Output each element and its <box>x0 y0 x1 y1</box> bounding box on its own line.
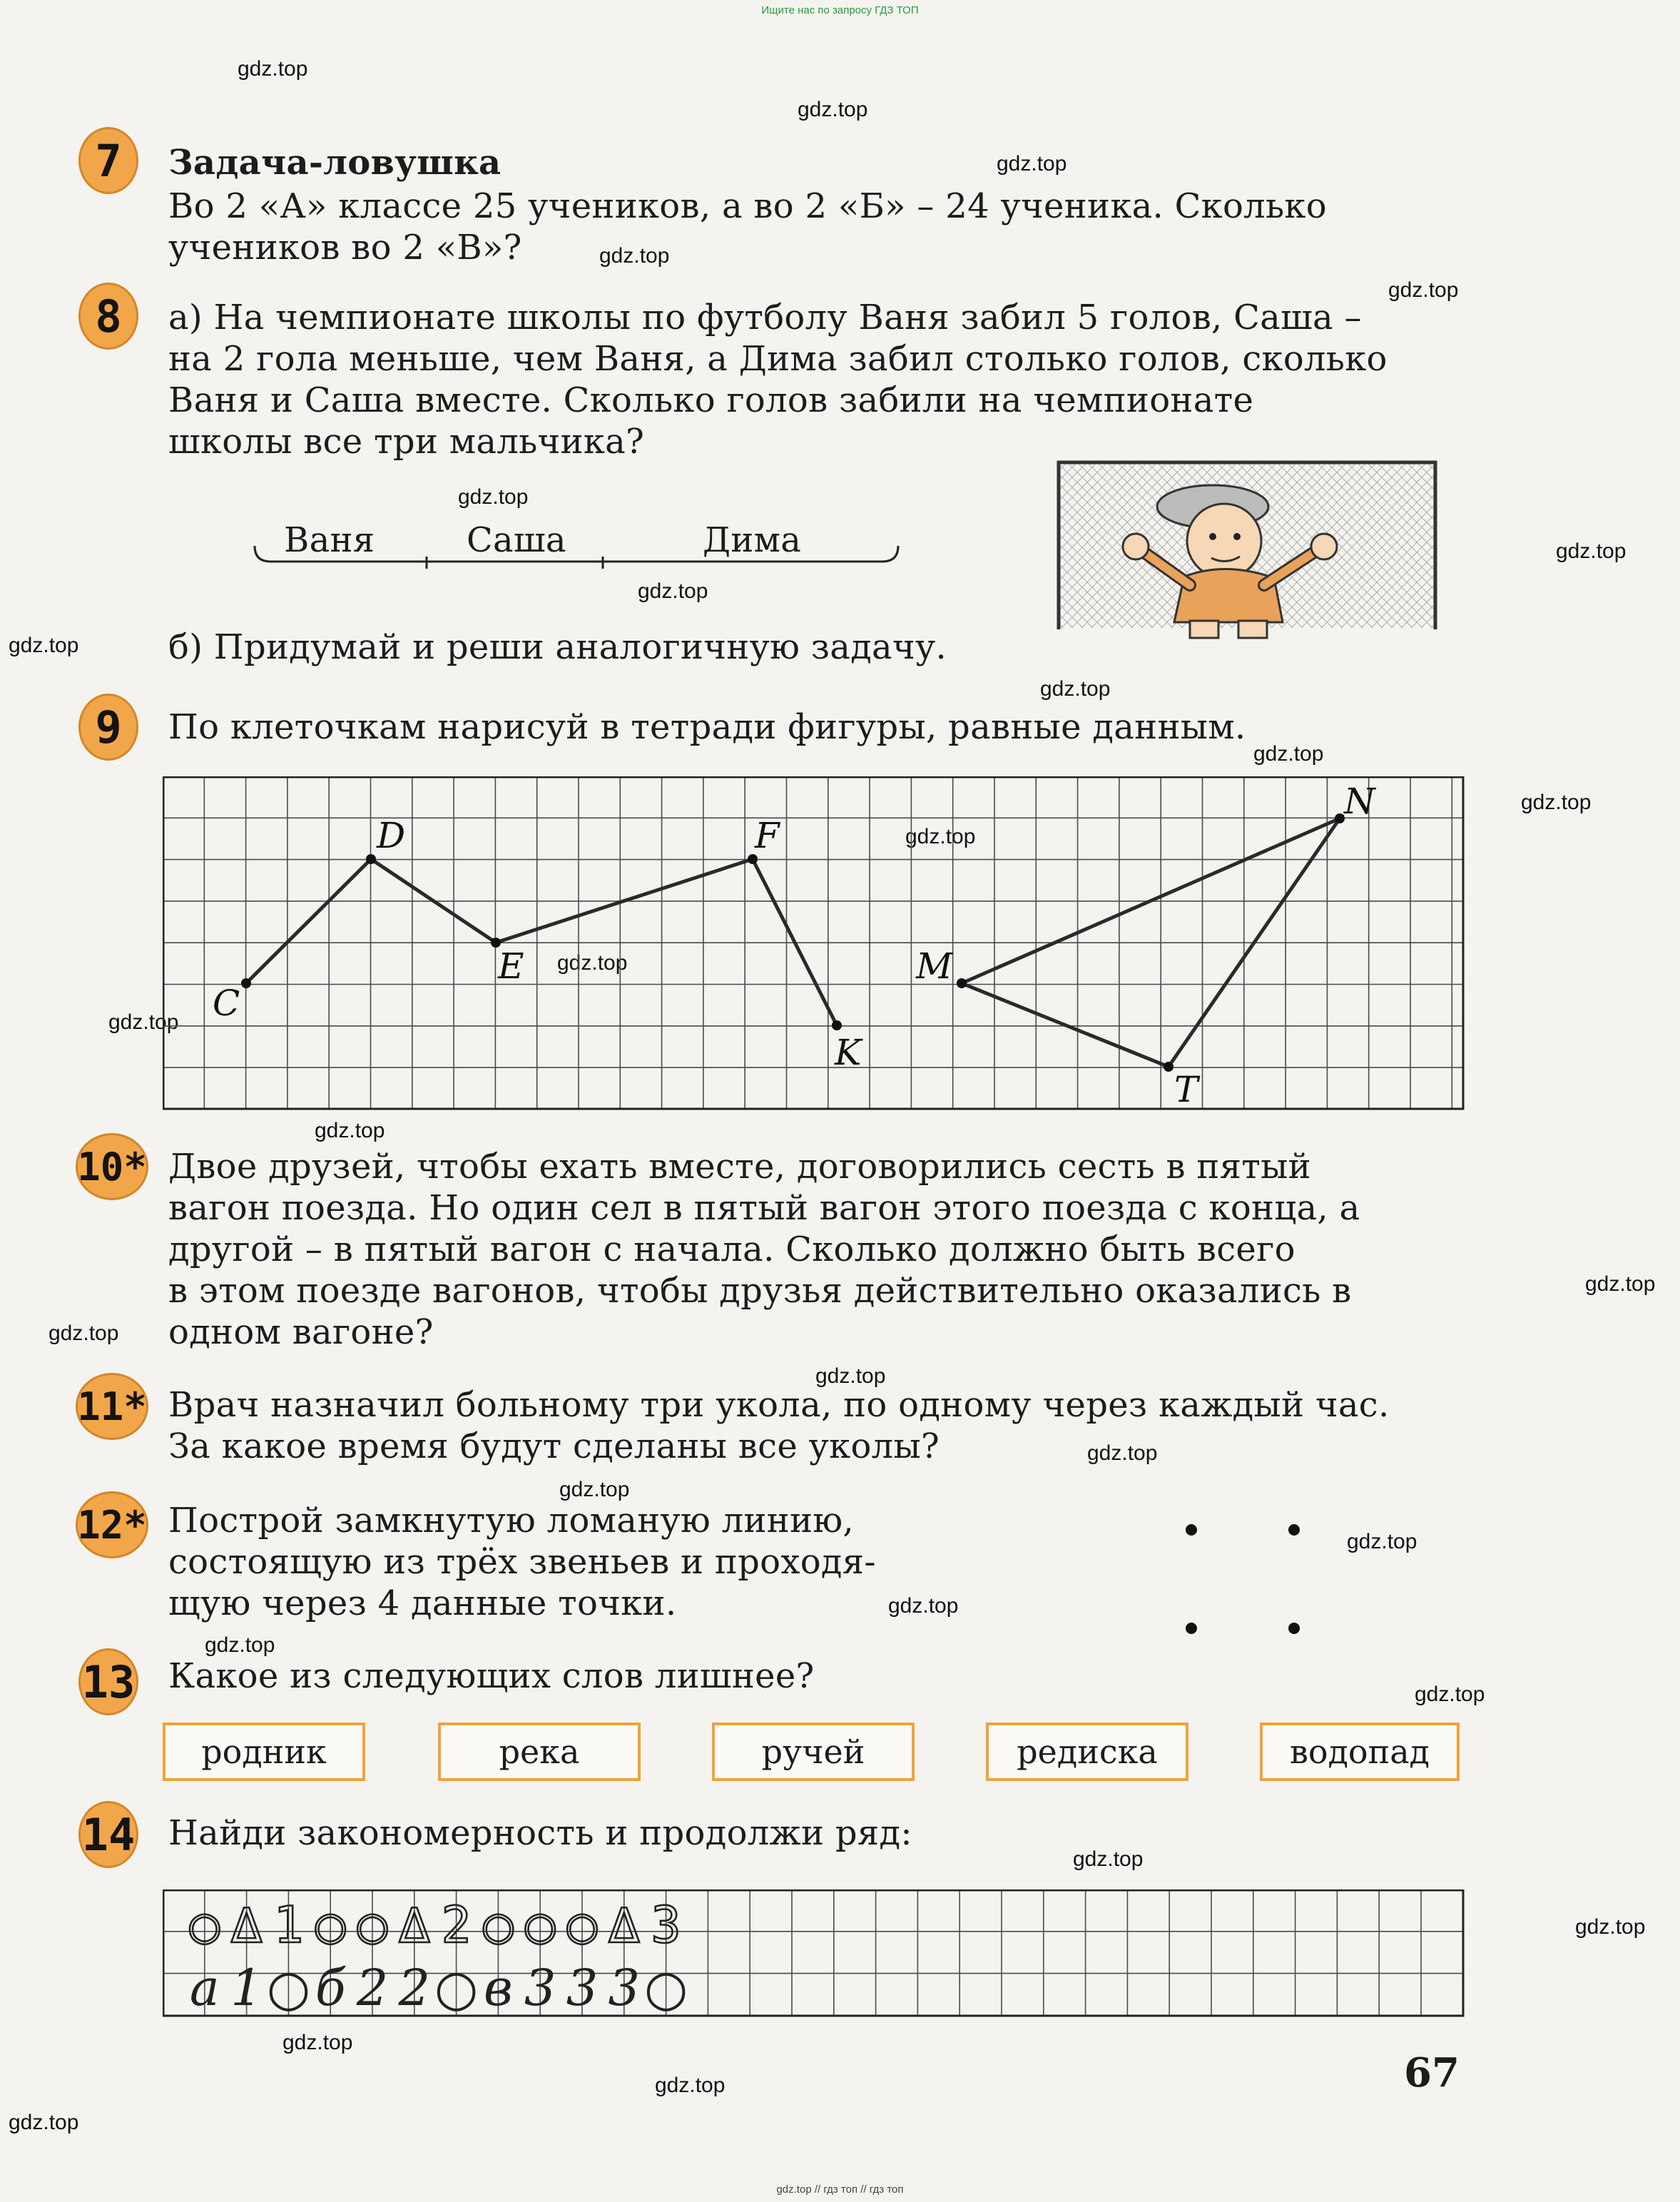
seq1-symbol: ○ <box>189 1896 220 1954</box>
label-f: F <box>755 815 780 856</box>
task-8-line-4: школы все три мальчика? <box>168 422 645 462</box>
pattern-grid <box>163 1889 1465 2018</box>
label-m: M <box>916 945 953 987</box>
watermark: gdz.top <box>638 579 708 603</box>
watermark: gdz.top <box>888 1594 959 1618</box>
watermark: gdz.top <box>238 57 308 81</box>
task-8-line-2: на 2 гола меньше, чем Ваня, а Дима забил столько голов, сколько <box>168 339 1388 379</box>
page-number: 67 <box>1404 2049 1460 2096</box>
task-9-text: По клеточкам нарисуй в тетради фигуры, равные данным. <box>168 707 1246 747</box>
watermark: gdz.top <box>798 98 868 121</box>
seq2-symbol: 3 <box>566 1959 599 2017</box>
footer-note: gdz.top // гдз топ // гдз топ <box>776 2183 904 2196</box>
seq1-symbol: 3 <box>651 1896 681 1954</box>
watermark: gdz.top <box>282 2031 353 2054</box>
task-10-line-1: Двое друзей, чтобы ехать вместе, договорились сесть в пятый <box>168 1147 1311 1187</box>
watermark: gdz.top <box>1388 278 1459 302</box>
label-c: C <box>213 983 240 1024</box>
seq1-symbol: ○ <box>566 1896 598 1954</box>
label-t: T <box>1174 1069 1198 1110</box>
header-note: Ищите нас по запросу ГДЗ ТОП <box>761 4 919 16</box>
label-k: K <box>835 1032 862 1073</box>
seq2-symbol: 3 <box>608 1959 641 2017</box>
task-11-line-1: Врач назначил больному три укола, по одному через каждый час. <box>168 1385 1390 1425</box>
watermark: gdz.top <box>49 1321 119 1345</box>
watermark: gdz.top <box>108 1010 179 1034</box>
watermark: gdz.top <box>599 244 670 268</box>
seq1-symbol: ○ <box>357 1896 388 1954</box>
seq2-symbol: в <box>484 1959 513 2017</box>
word-box-reka[interactable]: река <box>438 1722 641 1781</box>
watermark: gdz.top <box>9 634 79 657</box>
watermark: gdz.top <box>1040 677 1111 701</box>
watermark: gdz.top <box>1253 742 1324 766</box>
task-12-line-3: щую через 4 данные точки. <box>168 1583 677 1623</box>
point-m <box>957 978 967 988</box>
seq2-symbol: б <box>315 1959 346 2017</box>
goalkeeper-illustration <box>1047 442 1447 642</box>
seq2-symbol: 3 <box>524 1959 556 2017</box>
seq1-symbol: 1 <box>273 1896 304 1954</box>
watermark: gdz.top <box>1347 1530 1417 1553</box>
seq2-symbol: 2 <box>398 1959 431 2017</box>
seq1-symbol: 2 <box>441 1896 472 1954</box>
task-14-number: 14 <box>78 1801 138 1868</box>
watermark: gdz.top <box>1585 1272 1656 1296</box>
seq2-symbol: ○ <box>644 1959 688 2017</box>
point-d <box>366 854 376 864</box>
watermark: gdz.top <box>557 951 628 975</box>
task-8-number: 8 <box>78 283 138 350</box>
task-10-number: 10* <box>76 1133 148 1200</box>
point-n <box>1335 813 1345 823</box>
four-points <box>1170 1513 1313 1641</box>
task-8-line-3: Ваня и Саша вместе. Сколько голов забили на чемпионате <box>168 380 1254 420</box>
label-n: N <box>1344 781 1375 822</box>
task-11-line-2: За какое время будут сделаны все уколы? <box>168 1426 940 1466</box>
seq1-symbol: ○ <box>525 1896 556 1954</box>
diagram-label-sasha: Саша <box>467 520 566 560</box>
task-11-number: 11* <box>76 1373 148 1440</box>
word-box-rediska[interactable]: редиска <box>986 1722 1188 1781</box>
task-10-line-3: другой – в пятый вагон с начала. Сколько должно быть всего <box>168 1229 1295 1269</box>
figure-grid <box>163 776 1465 1112</box>
seq1-symbol: ∆ <box>231 1896 262 1954</box>
task-13-text: Какое из следующих слов лишнее? <box>168 1656 815 1696</box>
task-14-text: Найди закономерность и продолжи ряд: <box>168 1813 912 1853</box>
task-7-line-2: учеников во 2 «В»? <box>168 228 522 268</box>
seq1-symbol: ○ <box>315 1896 346 1954</box>
watermark: gdz.top <box>997 152 1067 176</box>
watermark: gdz.top <box>1521 791 1592 814</box>
word-box-vodopad[interactable]: водопад <box>1260 1722 1460 1781</box>
point-t <box>1164 1062 1174 1072</box>
watermark: gdz.top <box>559 1478 630 1501</box>
watermark: gdz.top <box>1073 1847 1144 1871</box>
watermark: gdz.top <box>815 1364 886 1388</box>
watermark: gdz.top <box>458 485 529 509</box>
watermark: gdz.top <box>1575 1915 1646 1939</box>
point-k <box>832 1020 842 1030</box>
task-12-line-2: состоящую из трёх звеньев и проходя- <box>168 1542 876 1582</box>
seq2-symbol: 2 <box>356 1959 389 2017</box>
label-e: E <box>498 945 524 987</box>
task-12-number: 12* <box>76 1491 148 1558</box>
point-c <box>241 978 251 988</box>
seq2-symbol: ○ <box>434 1959 479 2017</box>
seq1-symbol: ∆ <box>609 1896 639 1954</box>
task-8-part-b: б) Придумай и реши аналогичную задачу. <box>168 627 947 667</box>
watermark: gdz.top <box>655 2074 726 2097</box>
watermark: gdz.top <box>9 2111 79 2134</box>
word-box-ruchey[interactable]: ручей <box>712 1722 915 1781</box>
task-12-line-1: Построй замкнутую ломаную линию, <box>168 1501 855 1541</box>
watermark: gdz.top <box>205 1633 275 1657</box>
task-7-line-1: Во 2 «А» классе 25 учеников, а во 2 «Б» – 24 ученика. Сколько <box>168 186 1327 226</box>
task-10-line-2: вагон поезда. Но один сел в пятый вагон этого поезда с конца, а <box>168 1188 1360 1228</box>
label-d: D <box>377 815 406 856</box>
seq1-symbol: ○ <box>483 1896 514 1954</box>
seq2-symbol: 1 <box>230 1959 263 2017</box>
task-9-number: 9 <box>78 694 138 761</box>
watermark: gdz.top <box>1556 539 1626 563</box>
diagram-label-dima: Дима <box>703 520 802 560</box>
watermark: gdz.top <box>1415 1683 1485 1706</box>
seq2-symbol: а <box>189 1959 220 2017</box>
seq2-symbol: ○ <box>266 1959 310 2017</box>
word-box-rodnik[interactable]: родник <box>163 1722 365 1781</box>
seq1-symbol: ∆ <box>399 1896 429 1954</box>
task-13-number: 13 <box>78 1648 138 1715</box>
watermark: gdz.top <box>315 1119 385 1142</box>
task-10-line-4: в этом поезде вагонов, чтобы друзья действительно оказались в <box>168 1271 1352 1311</box>
watermark: gdz.top <box>905 825 976 848</box>
task-8-line-1: а) На чемпионате школы по футболу Ваня забил 5 голов, Саша – <box>168 298 1362 338</box>
diagram-label-vanya: Ваня <box>284 520 375 560</box>
task-7-title: Задача-ловушка <box>168 143 502 183</box>
watermark: gdz.top <box>1087 1441 1158 1465</box>
task-7-number: 7 <box>78 127 138 194</box>
task-10-line-5: одном вагоне? <box>168 1312 434 1352</box>
